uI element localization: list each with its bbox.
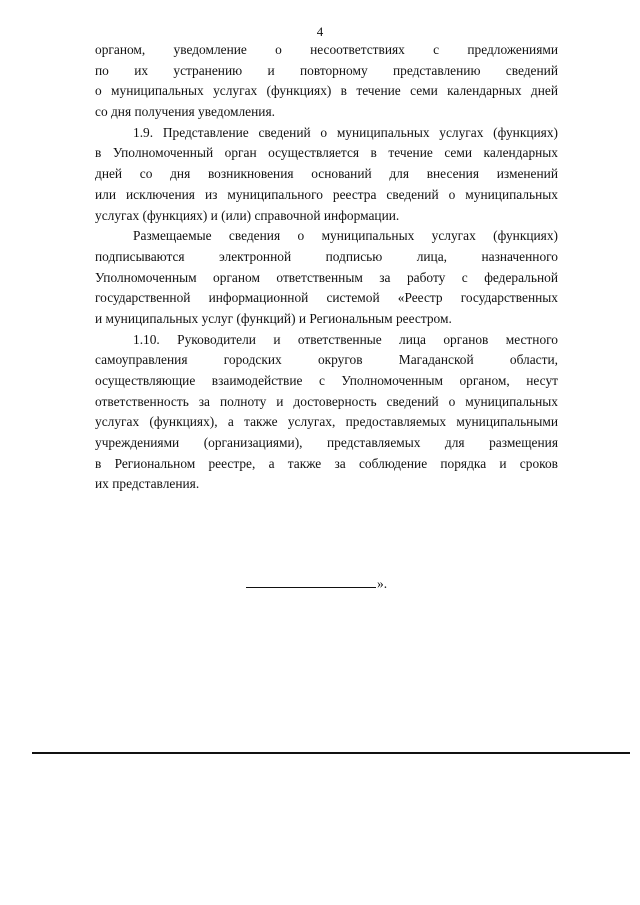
- text-line: подписываются электронной подписью лица, назначенного: [95, 248, 558, 264]
- paragraph-1: [95, 40, 558, 123]
- text-line: в Уполномоченный орган осуществляется в течение семи календарных: [95, 145, 558, 161]
- text-line: Размещаемые сведения о муниципальных услугах (функциях): [133, 228, 558, 244]
- text-line: со дня получения уведомления.: [95, 104, 275, 120]
- paragraph-1-9: [95, 123, 558, 226]
- text-line: 1.10. Руководители и ответственные лица органов местного: [133, 331, 558, 347]
- text-line: в Региональном реестре, а также за соблюдение порядка и сроков: [95, 455, 558, 471]
- page-number: 4: [316, 24, 324, 39]
- text-line: их представления.: [95, 476, 200, 492]
- closing-mark: [246, 576, 387, 592]
- text-line: и муниципальных услуг (функций) и Региональным реестром.: [95, 310, 452, 326]
- document-body: [95, 40, 558, 495]
- text-line: Уполномоченным органом ответственным за работу с федеральной: [95, 269, 558, 285]
- closing-quote: ».: [377, 576, 388, 591]
- footer-divider: [32, 752, 630, 754]
- paragraph-1-10: [95, 330, 558, 496]
- text-line: дней со дня возникновения оснований для внесения изменений: [95, 166, 558, 182]
- text-line: осуществляющие взаимодействие с Уполномоченным органом, несут: [95, 373, 558, 388]
- text-line: 1.9. Представление сведений о муниципальных услугах (функциях): [133, 124, 558, 140]
- text-line: ответственность за полноту и достоверность сведений о муниципальных: [95, 393, 558, 409]
- text-line: услугах (функциях), а также услугах, предоставляемых муниципальными: [95, 414, 558, 430]
- text-line: услугах (функциях) и (или) справочной информации.: [95, 207, 400, 223]
- text-line: самоуправления городских округов Магаданской области,: [95, 352, 558, 368]
- paragraph-signature: [95, 226, 558, 329]
- text-line: о муниципальных услугах (функциях) в течение семи календарных дней: [95, 83, 558, 99]
- text-line: учреждениями (организациями), представляемых для размещения: [95, 435, 558, 451]
- text-line: органом, уведомление о несоответствиях с предложениями: [95, 42, 558, 57]
- closing-underline: [246, 586, 376, 588]
- text-line: или исключения из муниципального реестра сведений о муниципальных: [95, 186, 558, 202]
- text-line: государственной информационной системой «Реестр государственных: [95, 290, 558, 306]
- text-line: по их устранению и повторному представлению сведений: [95, 62, 558, 78]
